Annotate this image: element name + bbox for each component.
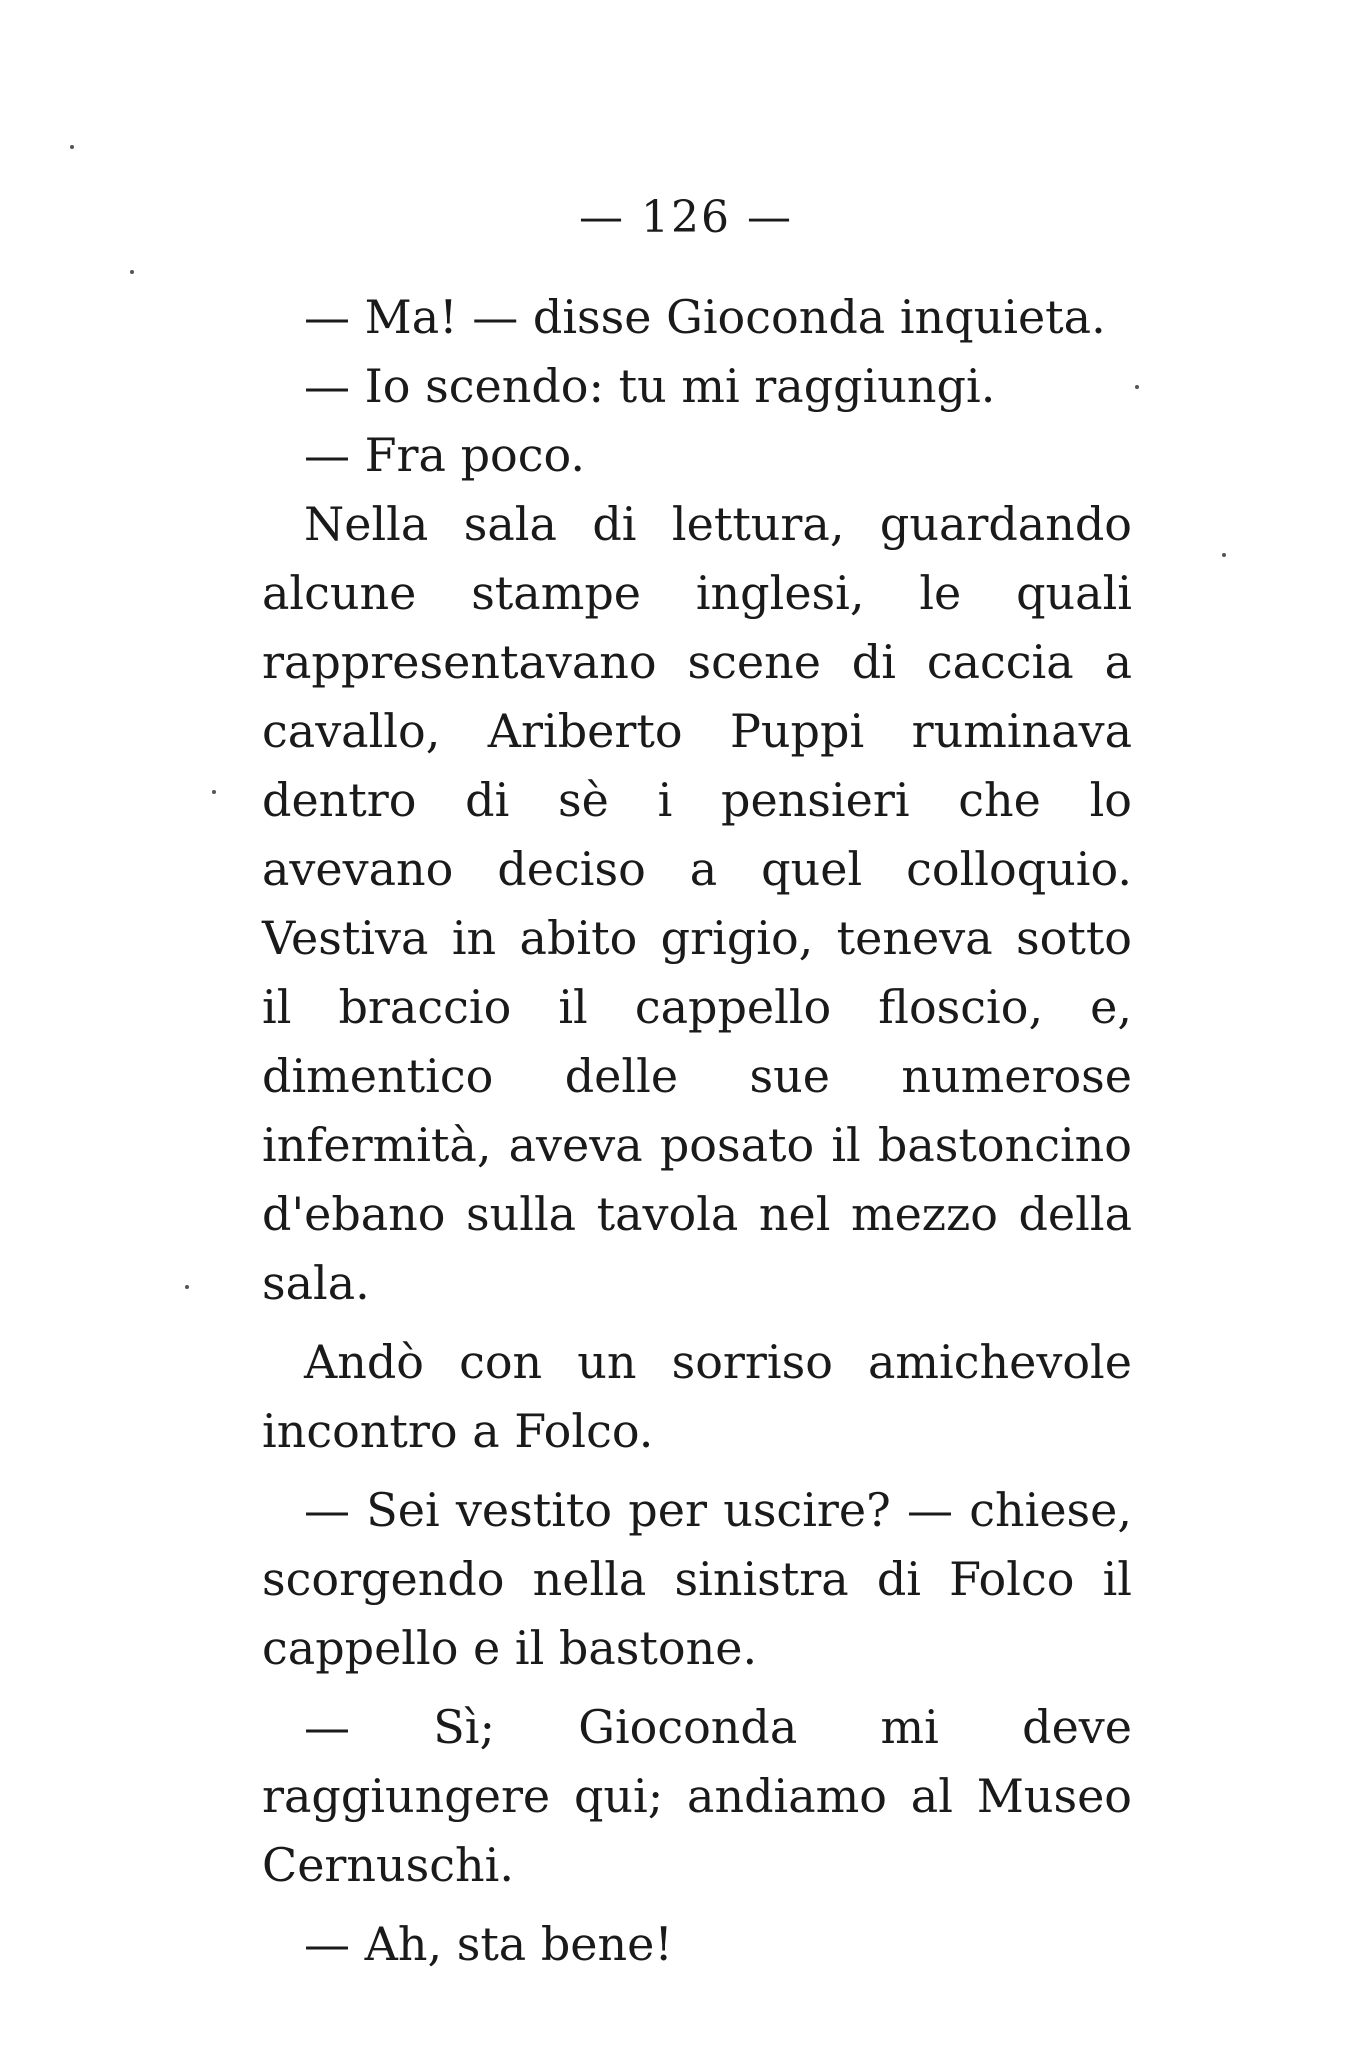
scan-speck (185, 1285, 189, 1289)
page-body-text (262, 283, 1132, 1979)
scan-speck (212, 790, 216, 794)
paragraph-3: — Fra poco. (304, 428, 585, 482)
paragraph-4: Nella sala di lettura, guardando alcune stampe inglesi, le quali rappresentavano scene di caccia a cavallo, Ariberto Puppi ruminava dentro di sè i pensieri che lo avevano deciso a quel colloquio. Vestiva in abito grigio, teneva sotto il braccio il cappello floscio, e, dimentico delle sue numerose infermità, aveva posato il bastoncino d'ebano sulla tavola nel mezzo della sala. (262, 497, 1132, 1310)
scan-speck (1222, 553, 1226, 557)
scan-speck (130, 270, 134, 274)
paragraph-1: — Ma! — disse Gioconda inquieta. (304, 290, 1106, 344)
paragraph-8: — Ah, sta bene! (304, 1917, 673, 1971)
paragraph-5: Andò con un sorriso amichevole incontro a Folco. (262, 1335, 1132, 1458)
scan-speck (1135, 385, 1139, 389)
scan-speck (70, 145, 74, 149)
paragraph-7: — Sì; Gioconda mi deve raggiungere qui; andiamo al Museo Cernuschi. (262, 1700, 1132, 1892)
paragraph-2: — Io scendo: tu mi raggiungi. (304, 359, 996, 413)
paragraph-6: — Sei vestito per uscire? — chiese, scorgendo nella sinistra di Folco il cappello e il bastone. (262, 1483, 1132, 1675)
page-number: — 126 — (579, 192, 793, 243)
